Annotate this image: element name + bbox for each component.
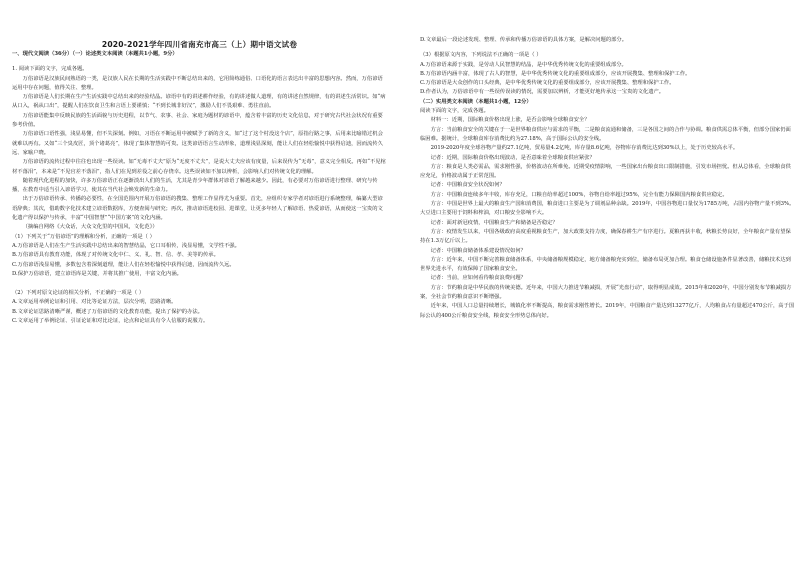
left-line: B.文章论证思路清晰严谨，概述了万俗谚语的文化教育功能，提出了保护的办法。: [12, 308, 203, 315]
right-line: 记者：中国粮食安全状况如何？: [430, 182, 505, 189]
left-line: B.万俗谚语具有教育功能，体现了对传统文化中仁、义、礼、智、信、孝、美等的传承。: [12, 252, 219, 259]
left-line: 万俗谚语口语性强，浅显易懂，但不失深刻。例如，习语在不断运用中被赋予了新的含义，如“过了这个村没这个店”，原指行路之事，后用来比喻错过机会就难以再有。又如“三个臭皮匠，顶个诸葛亮”，体现了集体智慧的可贵。这类谚语语言生动形象，道理浅显深刻，能让人们在轻松愉悦中获得启迪，因而流传久远、家喻户晓。: [12, 131, 383, 156]
left-line: C.万俗谚语浅显易懂，多数包含着深刻道理，能让人们在轻松愉悦中获得启迪，因而流传久远。: [12, 261, 235, 268]
left-line: 随着现代化进程的加快，许多万俗谚语正在逐渐淡出人们的生活，尤其是青少年群体对谚语了解越来越少。因此，有必要对万俗谚语进行整理、研究与传播，在教育中适当引入谚语学习，使其在当代社会焕发新的生命力。: [12, 177, 378, 194]
right-top-spacer: [420, 0, 794, 36]
right-line: 方言：当前粮食安全的关键在于一是世界粮食供应与需求的平衡，二是粮食流通和储备，三是各国之间的合作与协调。粮食供需总体平衡，但部分国家仍面临困难。据统计，全球粮食库存消费比约为27.18%，高于国际公认的安全线。: [420, 126, 791, 142]
left-body: [12, 50, 387, 326]
left-line: 万俗谚语是人们长期在生产生活实践中总结出来的经验结晶。谚语中有的讲述耕作经验，有的讲述做人道理，有的讲述自然规律，有的讲述生活常识。如“病从口入，祸从口出”，提醒人们在饮食卫生和言语上要谨慎；“不到长城非好汉”，激励人们不畏艰难、勇往直前。: [12, 94, 386, 110]
right-line: D.文章最后一段论述发现、整理、传承和传播万俗谚语的具体方案，是解决问题的部分。: [420, 37, 628, 43]
right-column: [420, 0, 794, 562]
right-line: 材料一：近期，国际粮食价格出现上涨，是否会影响全球粮食安全？: [430, 117, 590, 124]
right-line: 记者：面对新冠疫情，中国粮食生产和储备是否稳定？: [430, 219, 558, 226]
right-line: A.万俗谚语来源于实践，是劳动人民智慧的结晶，是中华优秀传统文化的重要组成部分。: [420, 61, 627, 68]
right-line: 方言：近年来，中国不断完善粮食储备体系，中央储备粮规模稳定，地方储备粮充实到位，储备布局更加合理。粮食仓储设施条件显著改善，储粮技术达到世界先进水平，有效保障了国家粮食安全。: [420, 256, 791, 273]
right-body: [420, 36, 794, 321]
right-line: （3）根据原文内容，下列说法不正确的一项是（ ）: [420, 52, 542, 59]
left-line: A.文章运用举例论证和引用、对比等论证方法，层次分明，思路清晰。: [12, 299, 177, 306]
right-line: 方言：粮食是人类必需品，需求刚性强，价格波动在所难免。近期受疫情影响，一些国家出台粮食出口限制措施，引发市场担忧。但从总体看，全球粮食供应充足，价格波动属于正常范围。: [420, 163, 791, 180]
right-line: 记者：当前，应如何看待粮食浪费问题？: [430, 275, 526, 282]
left-line: （2）下列对原文论证的相关分析，不正确的一项是（ ）: [12, 290, 145, 297]
exam-title: 2020-2021学年四川省南充市高三（上）期中语文试卷: [101, 40, 298, 49]
right-line: 方言：中国粮食连续多年丰收，库存充足，口粮自给率超过100%，谷物自给率超过95%，完全有能力保障国内粮食供应稳定。: [430, 191, 728, 198]
left-line: A.万俗谚语是人们在生产生活实践中总结出来的智慧结晶，它口耳相传，浅显易懂，文学性不强。: [12, 242, 240, 249]
left-line: 万俗谚语的流传过程中往往也出现一些误读。如“无毒不丈夫”原为“无度不丈夫”，是说大丈夫应该有度量，后来误传为“无毒”，意义完全相反。再如“不见棺材不落泪”，本来是“不见官差不落泪”，指人们在见到差役之前心存侥幸。这些误读如不加以辨析，会影响人们对传统文化的理解。: [12, 159, 386, 175]
right-line: 方言：疫情发生以来，中国各级政府高度重视粮食生产，加大政策支持力度，确保春耕生产有序进行。夏粮再获丰收，秋粮长势良好，全年粮食产量有望保持在1.3万亿斤以上。: [420, 228, 791, 245]
right-line: B.万俗谚语内涵丰富，体现了古人的智慧，是中华优秀传统文化的重要组成部分，应该开展搜集、整理和保护工作。: [420, 70, 691, 77]
right-line: D.作者认为，万俗谚语中有一些误传误读的情况，需要加以辨析，才能更好地传承这一宝贵的文化遗产。: [420, 89, 665, 96]
right-line: 记者：中国粮食储备体系建设情况如何？: [430, 247, 526, 254]
right-line: 近年来，中国人口总量持续增长，城镇化率不断提高，粮食需求刚性增长。2019年，中国粮食产量达到13277亿斤，人均粮食占有量超过470公斤，高于国际公认的400公斤粮食安全线，粮食安全形势总体向好。: [420, 303, 794, 319]
left-line: 万俗谚语能集中反映民族的生活面貌与历史进程，以节气、农事、社会、家庭为题材的谚语中，蕴含着丰富的历史文化信息，对于研究古代社会状况有重要参考价值。: [12, 112, 383, 129]
right-line: 方言：节约粮食是中华民族的传统美德。近年来，中国大力推进节粮减损，开展“光盘行动”，取得明显成效。2015年和2020年，中国分别发布节粮减损方案，全社会节约粮食意识不断增强。: [420, 284, 792, 301]
spacer: [12, 279, 387, 289]
left-column: [12, 0, 387, 562]
left-line: C.文章运用了举例论证、引证论证和对比论证，论点和论证具有令人信服的说服力。: [12, 318, 209, 325]
right-line: C.万俗谚语是大众创作的口头经典，是中华优秀传统文化的重要组成部分，应该开展搜集、整理和保护工作。: [420, 80, 675, 87]
right-line: 方言：中国是世界上最大的粮食生产国和消费国，粮食进口主要是为了调剂品种余缺。2019年，中国谷物进口量仅为1785万吨，占国内谷物产量不到3%。大豆进口主要用于饲料和榨油，对口粮安全影响不大。: [420, 201, 794, 217]
left-line: （1）下列关于“万俗谚语”的理解和分析，正确的一项是（ ）: [12, 233, 155, 240]
right-line: 阅读下面的文字，完成各题。: [420, 108, 489, 115]
right-line: 2019-2020年度全球谷物产量约27.1亿吨，贸易量4.2亿吨，库存量8.6亿吨，谷物库存消费比达到30%以上，处于历史较高水平。: [430, 145, 739, 152]
left-line: 一、现代文阅读（36分）（一）论述类文本阅读（本题共1小题，9分）: [12, 51, 178, 57]
left-line: D.保护万俗谚语，建立谚语库是关键，并将其推广使用，丰富文化内涵。: [12, 270, 182, 277]
left-line: 1. 阅读下面的文字，完成各题。: [12, 66, 88, 73]
left-line: 出于万俗谚语传承、传播的必要性，在全国范围内开展万俗谚语的搜集、整理工作显得尤为重要。首先，应组织专家学者对谚语进行系统整理，编纂大型谚语辞典；其次，借助数字化技术建立谚语数据库，方便查阅与研究；再次，推动谚语进校园、进课堂，让更多年轻人了解谚语、热爱谚语，从而使这一宝贵的文化遗产得以保护与传承，丰富“中国智慧”“中国方案”的文化内涵。: [12, 196, 383, 222]
right-line: 记者：近期，国际粮食价格出现波动，是否意味着全球粮食供应紧张？: [430, 154, 595, 161]
left-line: 万俗谚语是汉族民间熟语的一类，是汉族人民在长期的生活实践中不断总结出来的，它用简练通俗、口语化的语言表达出丰富的思想内容。然而，万俗谚语运用中存在问题，值得关注、整理。: [12, 75, 383, 91]
right-line: （二）实用类文本阅读（本题共1小题，12分）: [420, 98, 532, 105]
left-line: （摘编自网络《大众话，大众文化里的中国风，文化范》）: [22, 224, 158, 231]
